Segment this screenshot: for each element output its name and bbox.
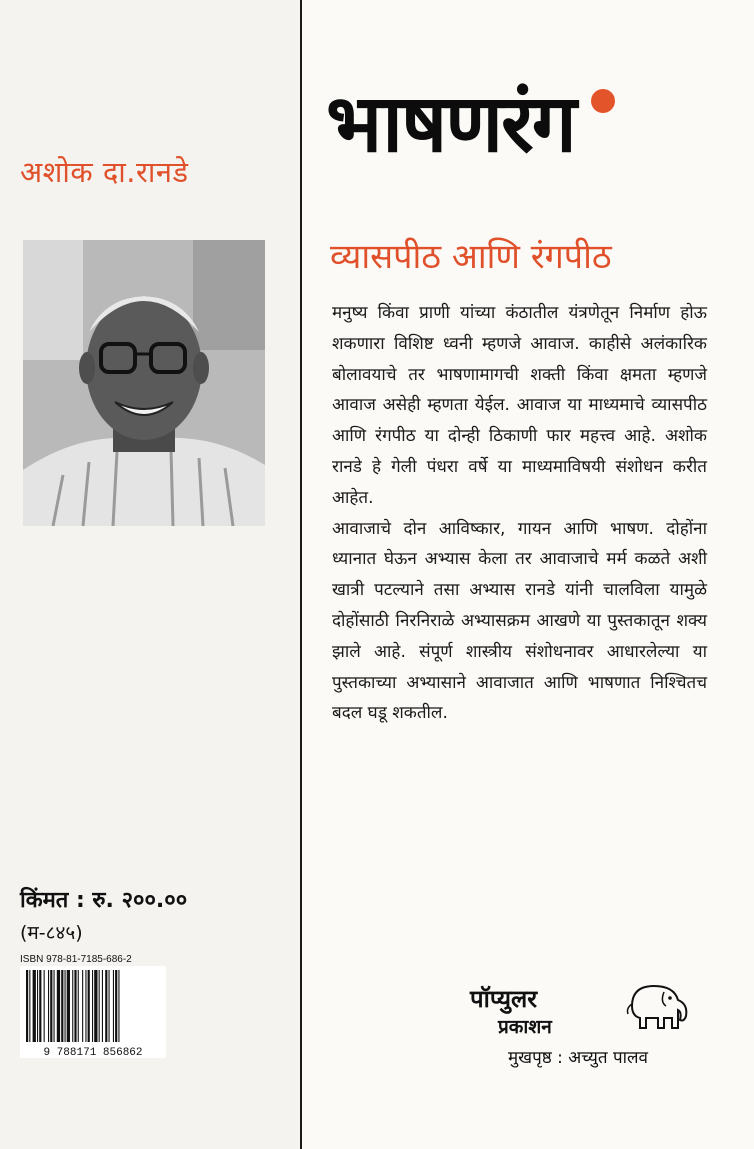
- isbn-text: ISBN 978-81-7185-686-2: [20, 954, 132, 965]
- cover-design-credit: मुखपृष्ठ : अच्युत पालव: [508, 1048, 648, 1068]
- author-name: अशोक दा.रानडे: [20, 155, 189, 189]
- book-blurb: [332, 298, 707, 729]
- isbn-barcode: [20, 966, 166, 1058]
- price-label: किंमत : रु. २००.००: [20, 888, 188, 913]
- book-subtitle: व्यासपीठ आणि रंगपीठ: [330, 237, 612, 277]
- elephant-logo-icon: [624, 976, 694, 1038]
- blurb-paragraph-2: आवाजाचे दोन आविष्कार, गायन आणि भाषण. दोहोंना ध्यानात घेऊन अभ्यास केला तर आवाजाचे मर्म कळते अशी खात्री पटल्याने तसा अभ्यास रानडे यांनी चालविला यामुळे दोहोंसाठी निरनिराळे अभ्यासक्रम आखणे या पुस्तकातून शक्य झाले आहे. संपूर्ण शास्त्रीय संशोधनावर आधारलेल्या या पुस्तकाच्या अभ्यासाने आवाजात आणि भाषणात निश्चितच बदल घडू शकतील.: [332, 518, 707, 724]
- publisher-logo-text: पॉप्युलर: [470, 985, 538, 1013]
- barcode-number: 9 788171 856862: [43, 1047, 143, 1058]
- publisher-logo-subtext: प्रकाशन: [498, 1016, 552, 1038]
- author-photo: [23, 240, 265, 526]
- book-title: भाषणरंग: [326, 77, 575, 170]
- blurb-paragraph-1: मनुष्य किंवा प्राणी यांच्या कंठातील यंत्रणेतून निर्माण होऊ शकणारा विशिष्ट ध्वनी म्हणजे आवाज. काहीसे अलंकारिक बोलावयाचे तर भाषणामागची शक्ती किंवा क्षमता म्हणजे आवाज असेही म्हणता येईल. आवाज या माध्यमाचे व्यासपीठ आणि रंगपीठ या दोन्ही ठिकाणी फार महत्त्व आहे. अशोक रानडे हे गेली पंधरा वर्षे या माध्यमाविषयी संशोधन करीत आहेत.: [332, 303, 707, 508]
- title-accent-dot: [591, 89, 615, 113]
- catalog-code: (म-८४५): [20, 922, 83, 944]
